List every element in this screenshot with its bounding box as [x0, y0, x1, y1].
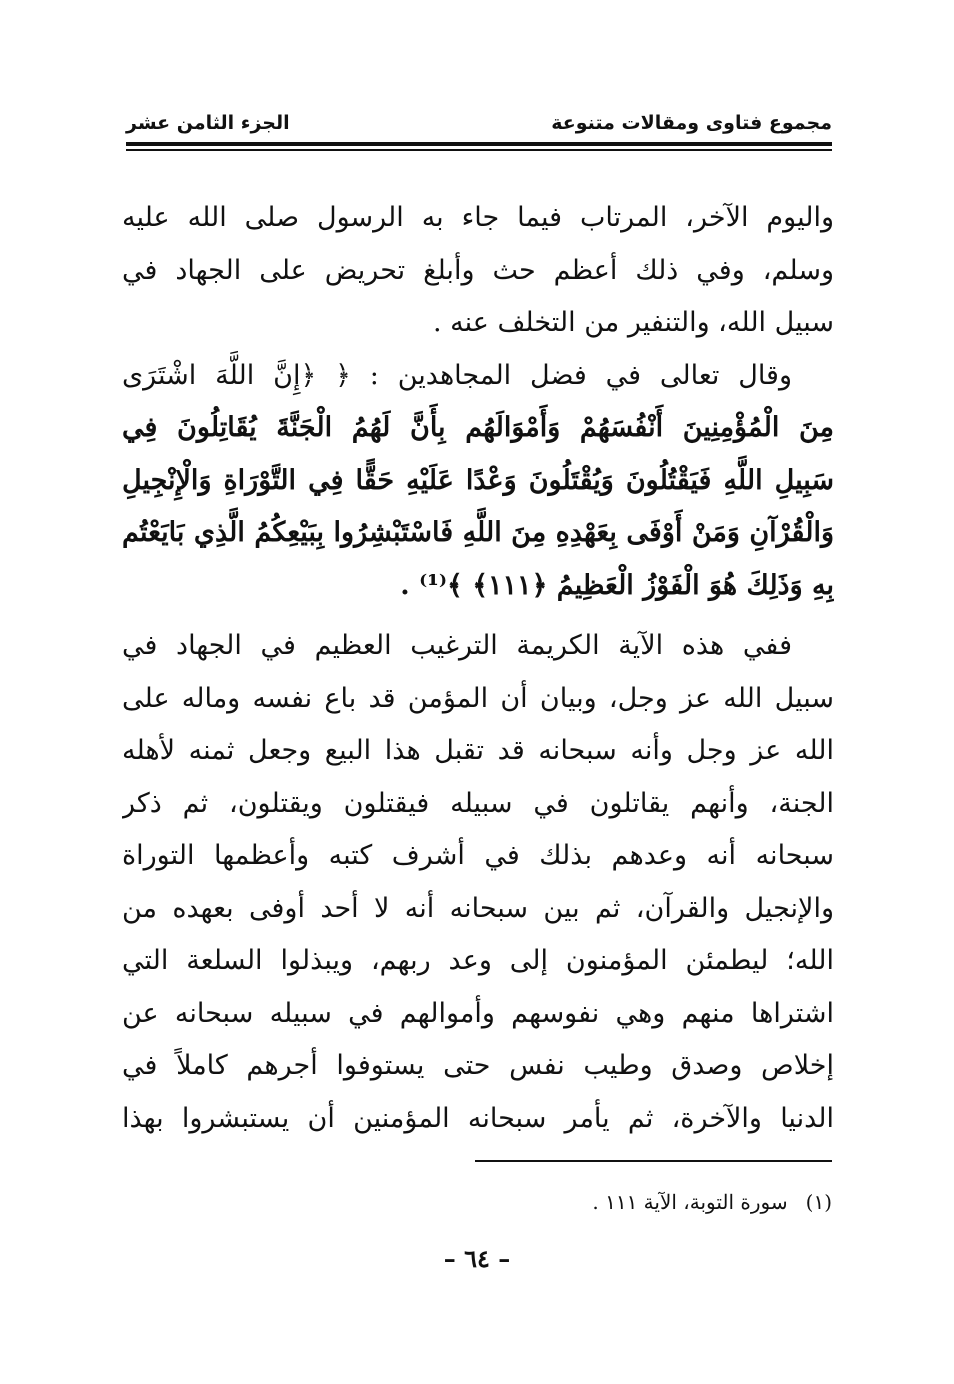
text-line: اشتراها منهم وهي نفوسهم وأموالهم في سبيله سبحانه عن [122, 997, 834, 1029]
text-line: ففي هذه الآية الكريمة الترغيب العظيم في الجهاد في [122, 630, 792, 661]
text-line: سبحانه أنه وعدهم بذلك في أشرف كتبه وأعظمها التوراة [122, 840, 834, 871]
paragraph-1 [122, 192, 834, 350]
text-line: الله عز وجل وأنه سبحانه قد تقبل هذا البيع وجعل ثمنه لأهله [122, 735, 834, 766]
book-title: مجموع فتاوى ومقالات متنوعة [551, 112, 832, 134]
verse-line: سَبِيلِ اللَّهِ فَيَقْتُلُونَ وَيُقْتَلُونَ وَعْدًا عَلَيْهِ حَقًّا فِي التَّوْرَاةِ وَالْإِنْجِيلِ [122, 464, 834, 496]
footnote-number: (١) [805, 1190, 832, 1214]
text-line: وسلم، وفي ذلك أعظم حث وأبلغ تحريض على الجهاد في [122, 254, 834, 286]
header-rule-thick [126, 142, 832, 146]
paragraph-gap [122, 612, 834, 620]
text-line: والإنجيل والقرآن، ثم بين سبحانه أنه لا أحد أوفى بعهده من [122, 892, 834, 924]
verse-line: مِنَ الْمُؤْمِنِينَ أَنْفُسَهُمْ وَأَمْوَالَهُم بِأَنَّ لَهُمُ الْجَنَّةَ يُقَاتِلُونَ فِي [122, 412, 834, 443]
quran-verse [122, 402, 834, 612]
text-line: واليوم الآخر، المرتاب فيما جاء به الرسول صلى الله عليه [122, 202, 834, 233]
verse-line: وَالْقُرْآنِ وَمَنْ أَوْفَى بِعَهْدِهِ مِنَ اللَّهِ فَاسْتَبْشِرُوا بِبَيْعِكُمُ الَّذِي بَايَعْتُم [122, 517, 834, 548]
verse-line: بِهِ وَذَلِكَ هُوَ الْفَوْزُ الْعَظِيمُ ﴿١١١﴾ ﴾⁽¹⁾ . [400, 569, 834, 601]
text-line: سبيل الله عز وجل، وبيان أن المؤمن قد باع نفسه وماله على [122, 682, 834, 714]
text-line: سبيل الله، والتنفير من التخلف عنه . [432, 307, 834, 338]
footnote [592, 1190, 832, 1214]
text-line: وقال تعالى في فضل المجاهدين : ﴿ ﴿إِنَّ اللَّهَ اشْتَرَى [122, 359, 792, 391]
volume-part: الجزء الثامن عشر [126, 112, 290, 134]
header-rule-thin [126, 149, 832, 151]
paragraph-2 [122, 350, 834, 613]
text-line: إخلاص وصدق وطيب نفس حتى يستوفوا أجرهم كاملاً في [122, 1050, 834, 1081]
running-header [126, 106, 832, 136]
paragraph-3 [122, 620, 834, 1145]
footnote-text: سورة التوبة، الآية ١١١ . [592, 1190, 788, 1214]
footnote-separator [475, 1160, 832, 1162]
page-number: – ٦٤ – [443, 1244, 511, 1273]
text-line: الجنة، وأنهم يقاتلون في سبيله فيقتلون ويقتلون، ثم ذكر [122, 787, 834, 819]
main-text [122, 192, 834, 1145]
text-line: الله؛ ليطمئن المؤمنون إلى وعد ربهم، ويبذلوا السلعة التي [122, 945, 834, 976]
text-line: الدنيا والآخرة، ثم يأمر سبحانه المؤمنين أن يستبشروا بهذا [122, 1102, 834, 1134]
